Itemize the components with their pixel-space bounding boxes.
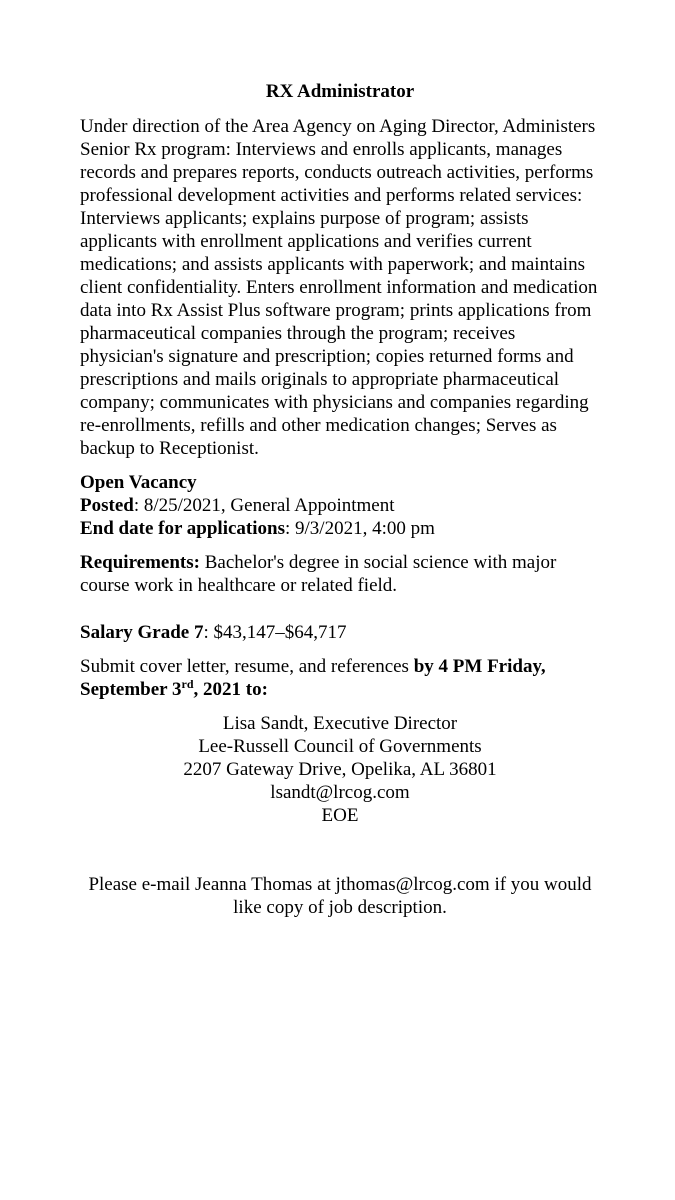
requirements-value: Bachelor's degree in social science with major course work in healthcare or related field. [80,552,557,596]
contact-eoe: EOE [321,805,359,826]
contact-name: Lisa Sandt, Executive Director [222,713,458,734]
end-date-line [80,517,600,540]
contact-address: 2207 Gateway Drive, Opelika, AL 36801 [183,759,497,780]
contact-organization: Lee-Russell Council of Governments [198,736,482,757]
salary-label: Salary Grade 7 [80,622,204,643]
submit-deadline-sup: rd [181,677,194,691]
end-date-value: : 9/3/2021, 4:00 pm [285,518,435,539]
requirements-label: Requirements: [80,552,200,573]
vacancy-status-line [80,471,600,494]
salary-value: : $43,147–$64,717 [203,622,347,643]
salary-line [80,621,600,644]
contact-email[interactable]: lsandt@lrcog.com [270,782,410,803]
submit-instructions [80,655,600,701]
submit-text: Submit cover letter, resume, and references [80,656,414,677]
posted-label: Posted [80,495,134,516]
posted-line [80,494,600,517]
requirements [80,551,600,597]
footer-note: Please e-mail Jeanna Thomas at jthomas@lrcog.com if you would like copy of job description. [88,874,592,918]
submit-deadline-part2: , 2021 to: [193,679,268,700]
vacancy-info [80,471,600,540]
contact-block [80,712,600,827]
end-date-label: End date for applications [80,518,285,539]
vacancy-status: Open Vacancy [80,472,197,493]
job-description: Under direction of the Area Agency on Aging Director, Administers Senior Rx program: Interviews and enrolls applicants, manages records and prepares reports, conducts outreach activities, performs professional development activities and performs related services: Interviews applicants; explains purpose of program; assists applicants with enrollment applications and verifies current medications; and assists applicants with paperwork; and maintains client confidentiality. Enters enrollment information and medication data into Rx Assist Plus software program; prints applications from pharmaceutical companies through the program; receives physician's signature and prescription; copies returned forms and prescriptions and mails originals to appropriate pharmaceutical company; communicates with physicians and companies regarding re-enrollments, refills and other medication changes; Serves as backup to Receptionist. [80,116,598,459]
posted-value: : 8/25/2021, General Appointment [133,495,395,516]
submit-deadline-part1: by 4 PM Friday, September 3 [80,656,546,700]
job-posting-page [80,80,600,919]
job-title: RX Administrator [265,81,415,102]
